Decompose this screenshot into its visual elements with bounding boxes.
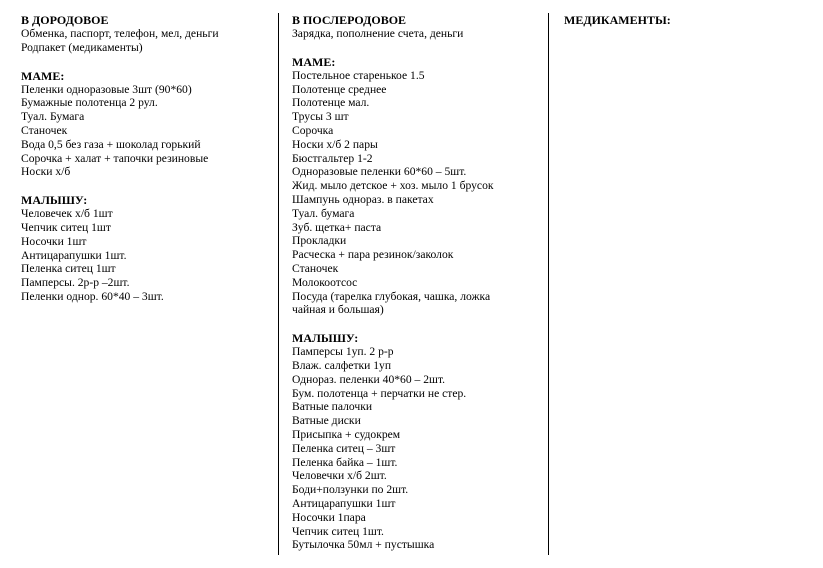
list-item: Боди+ползунки по 2шт.: [292, 483, 409, 497]
postnatal-baby-heading: МАЛЫШУ:: [292, 331, 359, 346]
list-item: Постельное старенькое 1.5: [292, 68, 425, 82]
list-item: Чепчик ситец 1шт.: [292, 524, 384, 538]
list-item: Человечки х/б 2шт.: [292, 469, 387, 483]
list-item: Ватные палочки: [292, 400, 373, 414]
list-item: Бум. полотенца + перчатки не стер.: [292, 386, 467, 400]
medications-column: [564, 13, 814, 27]
list-item: Шампунь однораз. в пакетах: [292, 192, 434, 206]
postnatal-title: В ПОСЛЕРОДОВОЕ: [292, 13, 407, 27]
list-item: Полотенце мал.: [292, 96, 370, 110]
list-item: Бутылочка 50мл + пустышка: [292, 538, 435, 552]
list-item: Влаж. салфетки 1уп: [292, 358, 392, 372]
list-item: Станочек: [21, 123, 68, 137]
list-item: Станочек: [292, 261, 339, 275]
prenatal-baby-heading: МАЛЫШУ:: [21, 193, 88, 208]
list-item: Полотенце среднее: [292, 82, 387, 96]
list-item: Туал. Бумага: [21, 110, 85, 124]
list-item: Человечек х/б 1шт: [21, 207, 113, 221]
list-item: Зуб. щетка+ паста: [292, 220, 382, 234]
list-item: Антицарапушки 1шт.: [21, 248, 127, 262]
prenatal-column: [21, 13, 271, 304]
list-item: Ватные диски: [292, 414, 361, 428]
list-item: Вода 0,5 без газа + шоколад горький: [21, 137, 201, 151]
list-item: Прокладки: [292, 234, 347, 248]
list-item: Памперсы 1уп. 2 р-р: [292, 345, 394, 359]
list-item: Носочки 1шт: [21, 234, 87, 248]
list-item: Бюстгальтер 1-2: [292, 151, 373, 165]
list-item: Носочки 1пара: [292, 510, 366, 524]
medications-title: МЕДИКАМЕНТЫ:: [564, 13, 671, 27]
list-item: Памперсы. 2р-р –2шт.: [21, 276, 130, 290]
list-item: Молокоотсос: [292, 275, 358, 289]
prenatal-title: В ДОРОДОВОЕ: [21, 13, 109, 27]
list-item: Антицарапушки 1шт: [292, 496, 396, 510]
list-item: Носки х/б 2 пары: [292, 137, 378, 151]
list-item: Одноразовые пеленки 60*60 – 5шт.: [292, 165, 467, 179]
list-item: Сорочка: [292, 123, 334, 137]
prenatal-intro-line: Родпакет (медикаменты): [21, 40, 143, 54]
postnatal-mother-heading: МАМЕ:: [292, 54, 336, 69]
list-item: Однораз. пеленки 40*60 – 2шт.: [292, 372, 446, 386]
list-item: Посуда (тарелка глубокая, чашка, ложка чайная и большая): [292, 289, 491, 317]
list-item: Присыпка + судокрем: [292, 427, 401, 441]
prenatal-intro-line: Обменка, паспорт, телефон, мел, деньги: [21, 27, 219, 40]
list-item: Сорочка + халат + тапочки резиновые: [21, 151, 209, 165]
list-item: Пеленки однор. 60*40 – 3шт.: [21, 289, 164, 303]
postnatal-intro-line: Зарядка, пополнение счета, деньги: [292, 27, 464, 40]
list-item: Жид. мыло детское + хоз. мыло 1 брусок: [292, 179, 494, 193]
postnatal-column: [292, 13, 542, 552]
list-item: Трусы 3 шт: [292, 110, 349, 124]
list-item: Пеленка байка – 1шт.: [292, 455, 398, 469]
prenatal-mother-heading: МАМЕ:: [21, 68, 65, 83]
list-item: Туал. бумага: [292, 206, 355, 220]
column-divider-1: [278, 13, 279, 555]
list-item: Бумажные полотенца 2 рул.: [21, 96, 158, 110]
list-item: Носки х/б: [21, 165, 71, 179]
list-item: Чепчик ситец 1шт: [21, 220, 111, 234]
list-item: Расческа + пара резинок/заколок: [292, 248, 454, 262]
list-item: Пеленка ситец 1шт: [21, 262, 116, 276]
column-divider-2: [548, 13, 549, 555]
list-item: Пеленки одноразовые 3шт (90*60): [21, 82, 192, 96]
list-item: Пеленка ситец – 3шт: [292, 441, 396, 455]
